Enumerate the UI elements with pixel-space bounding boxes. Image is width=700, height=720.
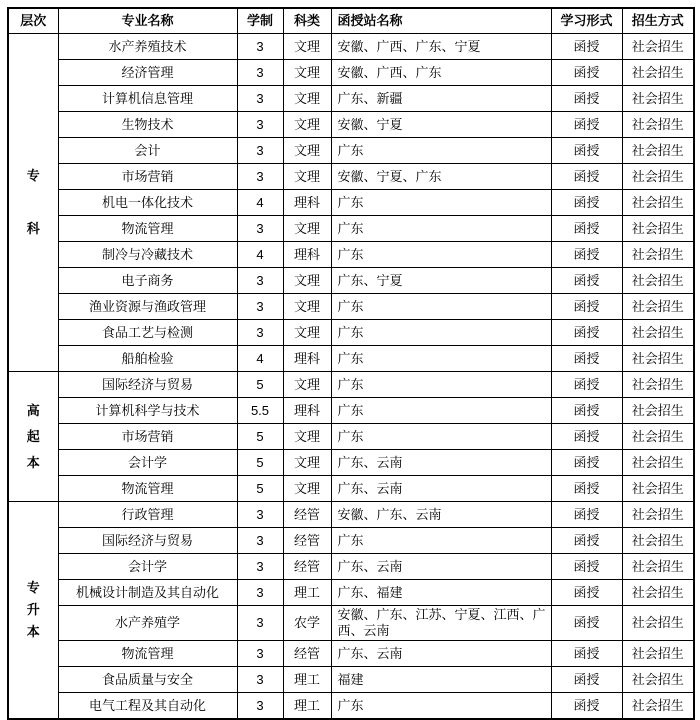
duration-cell: 3 xyxy=(237,294,283,320)
study-form-cell: 函授 xyxy=(551,268,622,294)
major-cell: 机电一体化技术 xyxy=(58,190,237,216)
stations-cell: 广东、云南 xyxy=(331,476,551,502)
header-row xyxy=(8,8,694,34)
level-char: 专 xyxy=(26,168,40,183)
table-row xyxy=(8,528,694,554)
major-cell: 国际经济与贸易 xyxy=(58,372,237,398)
study-form-cell: 函授 xyxy=(551,190,622,216)
major-cell: 食品质量与安全 xyxy=(58,667,237,693)
stations-cell: 广东 xyxy=(331,346,551,372)
study-form-cell: 函授 xyxy=(551,34,622,60)
duration-cell: 3 xyxy=(237,320,283,346)
study-form-cell: 函授 xyxy=(551,424,622,450)
study-form-cell: 函授 xyxy=(551,294,622,320)
major-cell: 行政管理 xyxy=(58,502,237,528)
category-cell: 经管 xyxy=(283,502,331,528)
column-header-duration: 学制 xyxy=(237,8,283,34)
study-form-cell: 函授 xyxy=(551,667,622,693)
level-char: 升 xyxy=(26,602,40,617)
table-row xyxy=(8,86,694,112)
table-row xyxy=(8,190,694,216)
stations-cell: 广东 xyxy=(331,372,551,398)
stations-cell: 福建 xyxy=(331,667,551,693)
duration-cell: 5 xyxy=(237,372,283,398)
enrollment-method-cell: 社会招生 xyxy=(622,580,694,606)
duration-cell: 3 xyxy=(237,580,283,606)
duration-cell: 3 xyxy=(237,693,283,720)
enrollment-method-cell: 社会招生 xyxy=(622,450,694,476)
level-char: 科 xyxy=(26,221,40,236)
level-label xyxy=(12,168,55,237)
study-form-cell: 函授 xyxy=(551,216,622,242)
table-row xyxy=(8,112,694,138)
enrollment-method-cell: 社会招生 xyxy=(622,268,694,294)
study-form-cell: 函授 xyxy=(551,580,622,606)
duration-cell: 3 xyxy=(237,606,283,641)
stations-cell: 广东 xyxy=(331,216,551,242)
major-cell: 国际经济与贸易 xyxy=(58,528,237,554)
stations-cell: 安徽、宁夏 xyxy=(331,112,551,138)
category-cell: 文理 xyxy=(283,164,331,190)
major-cell: 经济管理 xyxy=(58,60,237,86)
duration-cell: 3 xyxy=(237,86,283,112)
category-cell: 经管 xyxy=(283,528,331,554)
enrollment-table xyxy=(7,7,695,720)
enrollment-method-cell: 社会招生 xyxy=(622,528,694,554)
stations-cell: 广东 xyxy=(331,398,551,424)
stations-cell: 广东 xyxy=(331,138,551,164)
study-form-cell: 函授 xyxy=(551,138,622,164)
major-cell: 生物技术 xyxy=(58,112,237,138)
major-cell: 物流管理 xyxy=(58,216,237,242)
major-cell: 水产养殖学 xyxy=(58,606,237,641)
category-cell: 文理 xyxy=(283,372,331,398)
column-header-category: 科类 xyxy=(283,8,331,34)
stations-cell: 广东 xyxy=(331,190,551,216)
study-form-cell: 函授 xyxy=(551,346,622,372)
duration-cell: 5.5 xyxy=(237,398,283,424)
category-cell: 文理 xyxy=(283,138,331,164)
category-cell: 文理 xyxy=(283,476,331,502)
category-cell: 理科 xyxy=(283,190,331,216)
stations-cell: 广东 xyxy=(331,528,551,554)
major-cell: 计算机科学与技术 xyxy=(58,398,237,424)
major-cell: 物流管理 xyxy=(58,641,237,667)
study-form-cell: 函授 xyxy=(551,476,622,502)
category-cell: 理工 xyxy=(283,580,331,606)
level-char: 高 xyxy=(26,402,40,418)
stations-cell: 广东 xyxy=(331,424,551,450)
category-cell: 经管 xyxy=(283,641,331,667)
column-header-study-form: 学习形式 xyxy=(551,8,622,34)
table-row xyxy=(8,398,694,424)
table-row xyxy=(8,164,694,190)
duration-cell: 3 xyxy=(237,164,283,190)
stations-cell: 广东、云南 xyxy=(331,450,551,476)
table-row xyxy=(8,34,694,60)
study-form-cell: 函授 xyxy=(551,164,622,190)
enrollment-method-cell: 社会招生 xyxy=(622,667,694,693)
enrollment-method-cell: 社会招生 xyxy=(622,86,694,112)
major-cell: 电子商务 xyxy=(58,268,237,294)
category-cell: 理科 xyxy=(283,242,331,268)
enrollment-method-cell: 社会招生 xyxy=(622,693,694,720)
table-row xyxy=(8,606,694,641)
major-cell: 渔业资源与渔政管理 xyxy=(58,294,237,320)
table-row xyxy=(8,502,694,528)
enrollment-method-cell: 社会招生 xyxy=(622,372,694,398)
duration-cell: 3 xyxy=(237,554,283,580)
level-label xyxy=(12,580,55,640)
study-form-cell: 函授 xyxy=(551,502,622,528)
study-form-cell: 函授 xyxy=(551,320,622,346)
duration-cell: 4 xyxy=(237,242,283,268)
major-cell: 计算机信息管理 xyxy=(58,86,237,112)
table-row xyxy=(8,554,694,580)
category-cell: 文理 xyxy=(283,450,331,476)
stations-cell: 安徽、广西、广东 xyxy=(331,60,551,86)
stations-cell: 广东 xyxy=(331,320,551,346)
category-cell: 文理 xyxy=(283,294,331,320)
stations-cell: 广东、福建 xyxy=(331,580,551,606)
stations-cell: 广东、宁夏 xyxy=(331,268,551,294)
enrollment-method-cell: 社会招生 xyxy=(622,34,694,60)
stations-cell: 广东 xyxy=(331,693,551,720)
study-form-cell: 函授 xyxy=(551,60,622,86)
study-form-cell: 函授 xyxy=(551,372,622,398)
column-header-enrollment: 招生方式 xyxy=(622,8,694,34)
table-row xyxy=(8,693,694,720)
level-char: 本 xyxy=(26,454,40,470)
enrollment-method-cell: 社会招生 xyxy=(622,554,694,580)
study-form-cell: 函授 xyxy=(551,606,622,641)
stations-cell: 广东 xyxy=(331,242,551,268)
category-cell: 文理 xyxy=(283,268,331,294)
enrollment-method-cell: 社会招生 xyxy=(622,398,694,424)
category-cell: 文理 xyxy=(283,112,331,138)
column-header-level: 层次 xyxy=(8,8,58,34)
table-row xyxy=(8,476,694,502)
stations-cell: 广东、新疆 xyxy=(331,86,551,112)
major-cell: 电气工程及其自动化 xyxy=(58,693,237,720)
duration-cell: 4 xyxy=(237,190,283,216)
category-cell: 文理 xyxy=(283,60,331,86)
enrollment-method-cell: 社会招生 xyxy=(622,164,694,190)
table-row xyxy=(8,580,694,606)
enrollment-method-cell: 社会招生 xyxy=(622,320,694,346)
study-form-cell: 函授 xyxy=(551,693,622,720)
duration-cell: 3 xyxy=(237,216,283,242)
duration-cell: 3 xyxy=(237,667,283,693)
category-cell: 文理 xyxy=(283,86,331,112)
enrollment-method-cell: 社会招生 xyxy=(622,216,694,242)
table-row xyxy=(8,242,694,268)
table-row xyxy=(8,424,694,450)
major-cell: 船舶检验 xyxy=(58,346,237,372)
enrollment-method-cell: 社会招生 xyxy=(622,502,694,528)
stations-cell: 广东 xyxy=(331,294,551,320)
duration-cell: 3 xyxy=(237,60,283,86)
study-form-cell: 函授 xyxy=(551,641,622,667)
major-cell: 会计学 xyxy=(58,450,237,476)
major-cell: 会计学 xyxy=(58,554,237,580)
duration-cell: 3 xyxy=(237,528,283,554)
enrollment-method-cell: 社会招生 xyxy=(622,294,694,320)
duration-cell: 5 xyxy=(237,424,283,450)
stations-cell: 安徽、广西、广东、宁夏 xyxy=(331,34,551,60)
major-cell: 水产养殖技术 xyxy=(58,34,237,60)
level-char: 起 xyxy=(26,428,40,444)
duration-cell: 5 xyxy=(237,476,283,502)
level-cell xyxy=(8,502,58,720)
duration-cell: 3 xyxy=(237,34,283,60)
study-form-cell: 函授 xyxy=(551,554,622,580)
category-cell: 经管 xyxy=(283,554,331,580)
enrollment-method-cell: 社会招生 xyxy=(622,424,694,450)
table-row xyxy=(8,60,694,86)
major-cell: 会计 xyxy=(58,138,237,164)
duration-cell: 5 xyxy=(237,450,283,476)
major-cell: 物流管理 xyxy=(58,476,237,502)
level-char: 本 xyxy=(26,624,40,639)
major-cell: 食品工艺与检测 xyxy=(58,320,237,346)
table-row xyxy=(8,268,694,294)
table-row xyxy=(8,667,694,693)
category-cell: 文理 xyxy=(283,216,331,242)
category-cell: 理工 xyxy=(283,693,331,720)
duration-cell: 3 xyxy=(237,641,283,667)
table-body xyxy=(8,34,694,720)
category-cell: 理科 xyxy=(283,398,331,424)
category-cell: 文理 xyxy=(283,34,331,60)
study-form-cell: 函授 xyxy=(551,112,622,138)
table-row xyxy=(8,216,694,242)
level-label xyxy=(12,403,55,471)
table-row xyxy=(8,138,694,164)
duration-cell: 3 xyxy=(237,268,283,294)
level-char: 专 xyxy=(26,580,40,595)
enrollment-method-cell: 社会招生 xyxy=(622,190,694,216)
column-header-major: 专业名称 xyxy=(58,8,237,34)
major-cell: 机械设计制造及其自动化 xyxy=(58,580,237,606)
category-cell: 理科 xyxy=(283,346,331,372)
study-form-cell: 函授 xyxy=(551,86,622,112)
stations-cell: 广东、云南 xyxy=(331,554,551,580)
table-row xyxy=(8,320,694,346)
level-cell xyxy=(8,34,58,372)
enrollment-method-cell: 社会招生 xyxy=(622,641,694,667)
stations-cell: 安徽、广东、云南 xyxy=(331,502,551,528)
enrollment-method-cell: 社会招生 xyxy=(622,112,694,138)
table-row xyxy=(8,372,694,398)
category-cell: 农学 xyxy=(283,606,331,641)
stations-cell: 广东、云南 xyxy=(331,641,551,667)
major-cell: 制冷与冷藏技术 xyxy=(58,242,237,268)
major-cell: 市场营销 xyxy=(58,424,237,450)
enrollment-method-cell: 社会招生 xyxy=(622,242,694,268)
study-form-cell: 函授 xyxy=(551,528,622,554)
level-cell xyxy=(8,372,58,502)
column-header-stations: 函授站名称 xyxy=(331,8,551,34)
stations-cell: 安徽、宁夏、广东 xyxy=(331,164,551,190)
category-cell: 文理 xyxy=(283,320,331,346)
enrollment-method-cell: 社会招生 xyxy=(622,60,694,86)
category-cell: 文理 xyxy=(283,424,331,450)
duration-cell: 3 xyxy=(237,138,283,164)
enrollment-method-cell: 社会招生 xyxy=(622,476,694,502)
enrollment-method-cell: 社会招生 xyxy=(622,606,694,641)
table-row xyxy=(8,450,694,476)
duration-cell: 3 xyxy=(237,502,283,528)
study-form-cell: 函授 xyxy=(551,398,622,424)
enrollment-method-cell: 社会招生 xyxy=(622,138,694,164)
table-row xyxy=(8,346,694,372)
category-cell: 理工 xyxy=(283,667,331,693)
table-row xyxy=(8,294,694,320)
study-form-cell: 函授 xyxy=(551,242,622,268)
major-cell: 市场营销 xyxy=(58,164,237,190)
enrollment-method-cell: 社会招生 xyxy=(622,346,694,372)
table-row xyxy=(8,641,694,667)
study-form-cell: 函授 xyxy=(551,450,622,476)
duration-cell: 4 xyxy=(237,346,283,372)
duration-cell: 3 xyxy=(237,112,283,138)
stations-cell: 安徽、广东、江苏、宁夏、江西、广西、云南 xyxy=(331,606,551,641)
